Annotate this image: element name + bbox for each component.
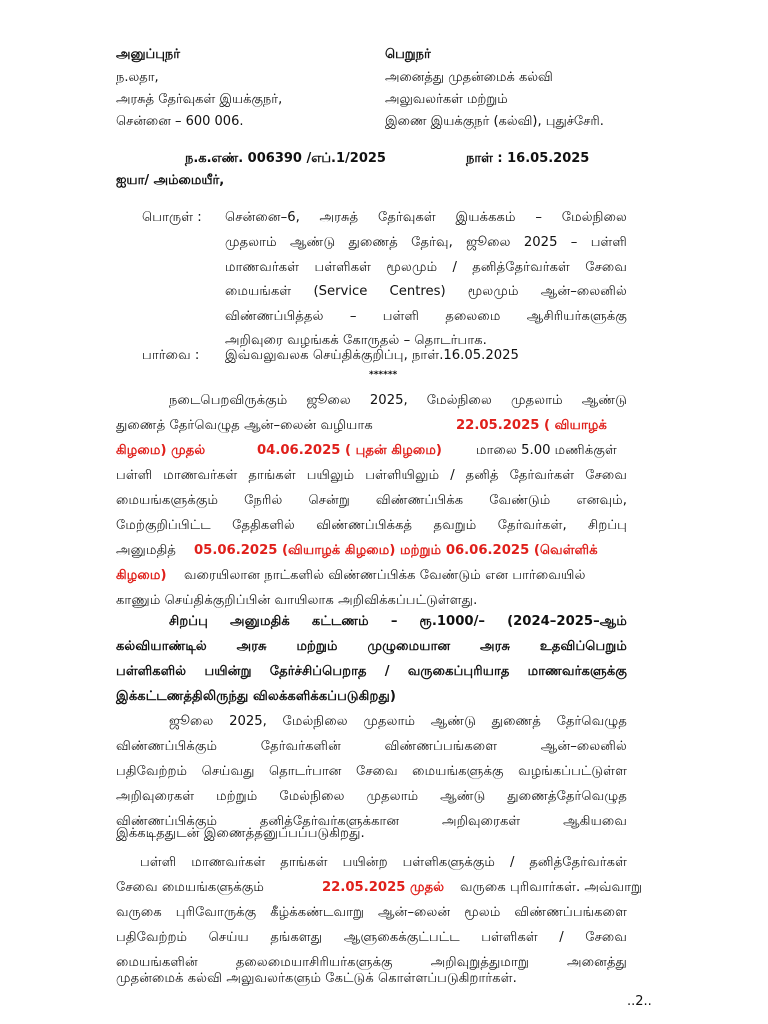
para1-line-3-date1: கிழமை) முதல்: [116, 443, 206, 458]
para1-line-4: பள்ளி மாணவர்கள் தாங்கள் பயிலும் பள்ளியிலும் / தனித் தேர்வர்கள் சேவை: [116, 468, 627, 483]
subject-line-6: அறிவுரை வழங்கக் கோருதல் – தொடர்பாக.: [225, 333, 487, 348]
recipient-line-1: அனைத்து முதன்மைக் கல்வி: [385, 70, 553, 85]
reference-label: பார்வை :: [142, 348, 200, 363]
para1-line-7-dates: 05.06.2025 (வியாழக் கிழமை) மற்றும் 06.06.2025 (வெள்ளிக்: [194, 543, 598, 558]
para2-line-4: அறிவுரைகள் மற்றும் மேல்நிலை முதலாம் ஆண்டு துணைத்தேர்வெழுத: [116, 789, 627, 804]
para1-line-9: காணும் செய்திக்குறிப்பின் வாயிலாக அறிவிக்கப்பட்டுள்ளது.: [116, 593, 478, 608]
letter-date: நாள் : 16.05.2025: [466, 151, 590, 166]
separator: ******: [369, 370, 398, 380]
subject-line-5: விண்ணப்பித்தல் – பள்ளி தலைமை ஆசிரியர்களுக்கு: [225, 309, 627, 324]
page-number: ..2..: [627, 994, 652, 1009]
reference-number: ந.க.எண். 006390 /எப்.1/2025: [185, 151, 386, 166]
para2-line-3: பதிவேற்றம் செய்வது தொடர்பான சேவை மையங்களுக்கு வழங்கப்பட்டுள்ள: [116, 764, 627, 779]
subject-line-1: சென்னை–6, அரசுத் தேர்வுகள் இயக்ககம் – மேல்நிலை: [225, 210, 627, 225]
para1-line-2-date: 22.05.2025 ( வியாழக்: [456, 418, 607, 433]
subject-label: பொருள் :: [142, 210, 202, 225]
sender-address: சென்னை – 600 006.: [116, 114, 244, 129]
sender-name: ந.லதா,: [116, 70, 159, 85]
para1-line-3-post: மாலை 5.00 மணிக்குள்: [476, 443, 617, 458]
para1-line-6: மேற்குறிப்பிட்ட தேதிகளில் விண்ணப்பிக்கத் தவறும் தேர்வர்கள், சிறப்பு: [116, 518, 627, 533]
para3-line-4: பதிவேற்றம் செய்ய தங்களது ஆளுகைக்குட்பட்ட பள்ளிகள் / சேவை: [116, 930, 627, 945]
para1-line-8-post: வரையிலான நாட்களில் விண்ணப்பிக்க வேண்டும் என பார்வையில்: [184, 568, 586, 583]
para2-line-1: ஜூலை 2025, மேல்நிலை முதலாம் ஆண்டு துணைத் தேர்வெழுத: [169, 714, 627, 729]
para2-line-5: விண்ணப்பிக்கும் தனித்தேர்வர்களுக்கான அறிவுரைகள் ஆகியவை: [116, 814, 627, 829]
reference-text: இவ்வலுவலக செய்திக்குறிப்பு, நாள்.16.05.2025: [225, 348, 519, 363]
para3-line-3: வருகை புரிவோருக்கு கீழ்க்கண்டவாறு ஆன்–லைன் மூலம் விண்ணப்பங்களை: [116, 905, 627, 920]
fee-line-1: சிறப்பு அனுமதிக் கட்டணம் – ரூ.1000/– (2024–2025–ஆம்: [169, 614, 627, 629]
para1-line-8-day: கிழமை): [116, 568, 167, 583]
subject-line-2: முதலாம் ஆண்டு துணைத் தேர்வு, ஜூலை 2025 – பள்ளி: [225, 235, 627, 250]
para1-line-2a: துணைத் தேர்வெழுத ஆன்–லைன் வழியாக: [116, 418, 373, 433]
recipient-line-3: இணை இயக்குநர் (கல்வி), புதுச்சேரி.: [385, 114, 604, 129]
para3-line-1: பள்ளி மாணவர்கள் தாங்கள் பயின்ற பள்ளிகளுக்கும் / தனித்தேர்வர்கள்: [140, 855, 627, 870]
para2-line-2: விண்ணப்பிக்கும் தேர்வர்களின் விண்ணப்பங்களை ஆன்–லைனில்: [116, 739, 627, 754]
sender-heading: அனுப்புநர்: [116, 47, 181, 62]
subject-line-4: மையங்கள் (Service Centres) மூலமும் ஆன்–லைனில்: [225, 284, 627, 299]
recipient-heading: பெறுநர்: [385, 47, 431, 62]
recipient-line-2: அலுவலர்கள் மற்றும்: [385, 92, 508, 107]
salutation: ஐயா/ அம்மையீர்,: [116, 173, 225, 188]
para1-line-5: மையங்களுக்கும் நேரில் சென்று விண்ணப்பிக்க வேண்டும் எனவும்,: [116, 493, 627, 508]
para1-line-3-date2: 04.06.2025 ( புதன் கிழமை): [257, 443, 442, 458]
para1-line-1: நடைபெறவிருக்கும் ஜூலை 2025, மேல்நிலை முதலாம் ஆண்டு: [169, 393, 627, 408]
sender-designation: அரசுத் தேர்வுகள் இயக்குநர்,: [116, 92, 283, 107]
para1-line-7a: அனுமதித்: [116, 543, 176, 558]
fee-line-2: கல்வியாண்டில் அரசு மற்றும் முழுமையான அரசு உதவிப்பெறும்: [116, 639, 627, 654]
subject-line-3: மாணவர்கள் பள்ளிகள் மூலமும் / தனித்தேர்வர்கள் சேவை: [225, 260, 627, 275]
para3-line-2-post: வருகை புரிவார்கள். அவ்வாறு: [460, 880, 643, 895]
fee-line-3: பள்ளிகளில் பயின்று தேர்ச்சிப்பெறாத / வருகைப்புரியாத மாணவர்களுக்கு: [116, 664, 627, 679]
para2-line-6: இக்கடிததுடன் இணைத்தனுப்பப்படுகிறது.: [116, 826, 365, 841]
para3-line-2a: சேவை மையங்களுக்கும்: [116, 880, 265, 895]
para3-line-2-date: 22.05.2025 முதல்: [322, 880, 445, 895]
fee-line-4: இக்கட்டணத்திலிருந்து விலக்களிக்கப்படுகிறது): [116, 689, 396, 704]
para3-line-5: மையங்களின் தலைமையாசிரியர்களுக்கு அறிவுறுத்துமாறு அனைத்து: [116, 955, 627, 970]
para3-line-6: முதன்மைக் கல்வி அலுவலர்களும் கேட்டுக் கொள்ளப்படுகிறார்கள்.: [116, 971, 517, 986]
